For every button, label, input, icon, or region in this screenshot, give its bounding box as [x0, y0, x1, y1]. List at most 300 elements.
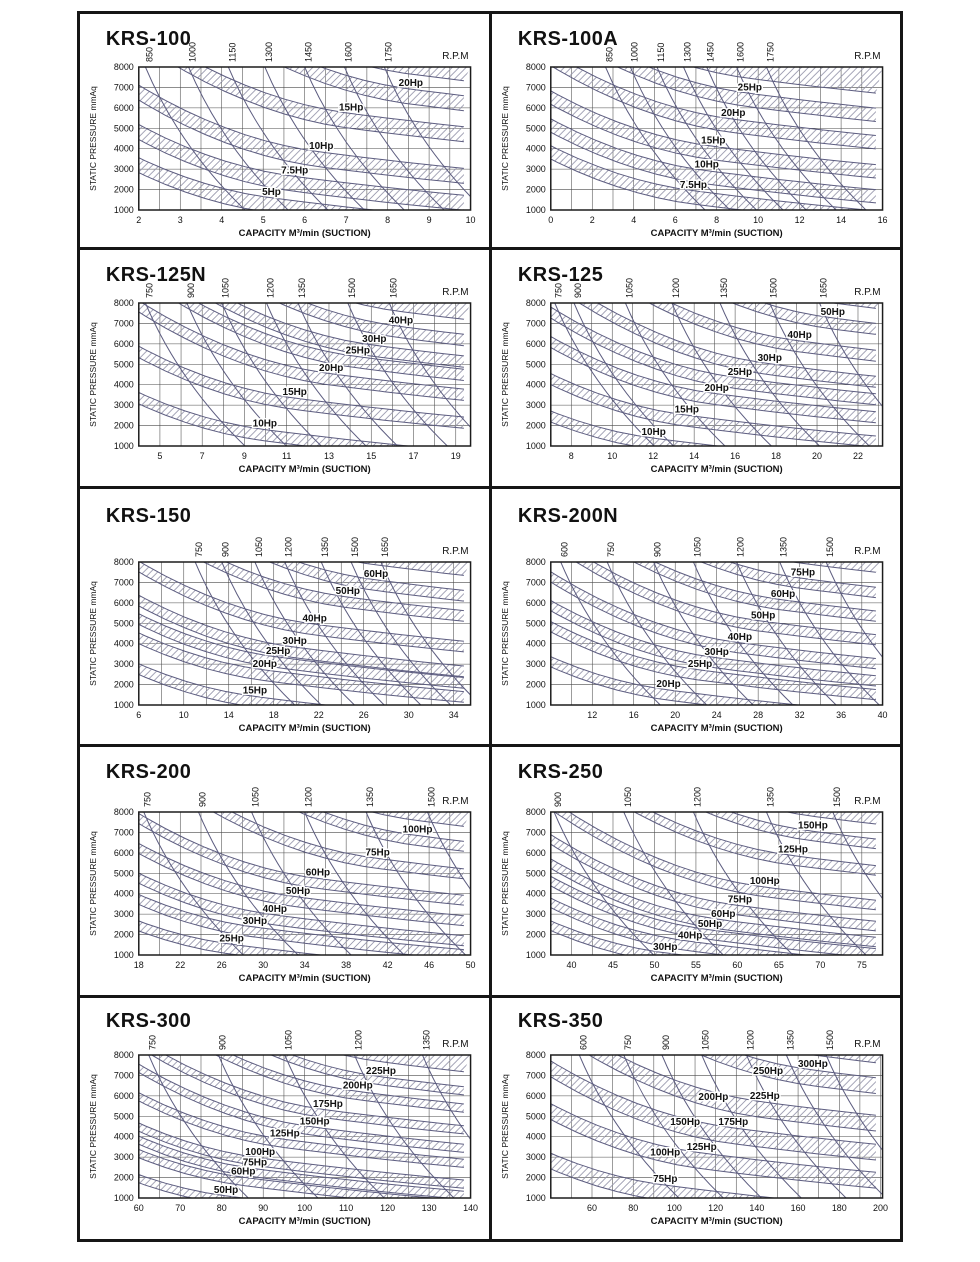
rpm-axis-title: R.P.M — [853, 286, 881, 299]
svg-text:1750: 1750 — [764, 42, 775, 62]
svg-text:140: 140 — [463, 1202, 479, 1214]
svg-text:1000: 1000 — [628, 42, 639, 62]
svg-text:4000: 4000 — [113, 888, 134, 899]
svg-text:22: 22 — [175, 959, 186, 971]
svg-text:30Hp: 30Hp — [242, 916, 268, 928]
svg-text:18: 18 — [133, 959, 144, 971]
y-tick-labels — [525, 557, 545, 710]
svg-text:1600: 1600 — [735, 42, 746, 62]
svg-text:900: 900 — [652, 542, 663, 557]
svg-text:1350: 1350 — [421, 1030, 432, 1050]
chart-title: KRS-200 — [105, 760, 192, 784]
rpm-axis-title: R.P.M — [442, 545, 469, 558]
svg-text:80: 80 — [627, 1202, 638, 1214]
chart-title: KRS-250 — [517, 760, 603, 784]
svg-text:8000: 8000 — [525, 556, 546, 568]
svg-text:3000: 3000 — [113, 1152, 134, 1163]
svg-text:1200: 1200 — [691, 787, 702, 807]
svg-text:15: 15 — [366, 450, 377, 462]
svg-text:1000: 1000 — [525, 949, 546, 961]
svg-text:8000: 8000 — [113, 1049, 134, 1061]
svg-text:900: 900 — [217, 1035, 228, 1050]
svg-text:3000: 3000 — [113, 400, 134, 411]
svg-text:19: 19 — [450, 450, 461, 462]
svg-text:38: 38 — [341, 959, 352, 971]
y-tick-labels — [114, 298, 134, 451]
chart-cell-KRS-250 — [492, 747, 901, 995]
svg-text:1050: 1050 — [250, 787, 261, 807]
svg-text:6: 6 — [302, 214, 308, 226]
chart-title: KRS-100 — [105, 27, 192, 51]
rpm-axis-title: R.P.M — [853, 795, 881, 808]
svg-text:4000: 4000 — [113, 379, 134, 390]
svg-text:2000: 2000 — [113, 420, 134, 431]
svg-text:40Hp: 40Hp — [388, 315, 414, 327]
svg-text:30Hp: 30Hp — [704, 646, 729, 658]
svg-text:5000: 5000 — [113, 618, 134, 629]
svg-text:25Hp: 25Hp — [727, 367, 752, 379]
svg-text:9: 9 — [426, 214, 432, 226]
svg-text:125Hp: 125Hp — [777, 844, 808, 856]
svg-text:120: 120 — [707, 1202, 723, 1214]
svg-text:140: 140 — [748, 1202, 764, 1214]
svg-text:100: 100 — [666, 1202, 682, 1214]
svg-text:40Hp: 40Hp — [262, 904, 287, 916]
svg-text:30: 30 — [258, 959, 269, 971]
rpm-axis-title: R.P.M — [442, 50, 469, 63]
svg-text:20Hp: 20Hp — [720, 108, 745, 120]
svg-text:100Hp: 100Hp — [402, 824, 433, 836]
svg-text:40Hp: 40Hp — [677, 930, 702, 942]
svg-text:7000: 7000 — [113, 1070, 134, 1081]
x-axis-title: CAPACITY M³/min (SUCTION) — [238, 463, 371, 476]
svg-text:8: 8 — [568, 450, 574, 462]
svg-text:50Hp: 50Hp — [335, 586, 360, 598]
svg-text:1300: 1300 — [263, 42, 274, 62]
y-tick-labels — [114, 557, 134, 710]
svg-text:850: 850 — [604, 47, 614, 62]
svg-text:60Hp: 60Hp — [710, 909, 735, 921]
svg-text:1200: 1200 — [745, 1030, 756, 1050]
svg-text:200Hp: 200Hp — [342, 1080, 373, 1092]
svg-text:900: 900 — [197, 792, 208, 807]
chart-svg-KRS-100A — [492, 14, 901, 247]
svg-text:175Hp: 175Hp — [717, 1116, 748, 1129]
svg-text:20: 20 — [811, 450, 822, 462]
svg-text:4: 4 — [219, 214, 225, 226]
chart-svg-KRS-125N — [80, 250, 489, 486]
x-axis-title: CAPACITY M³/min (SUCTION) — [238, 722, 371, 735]
svg-text:1650: 1650 — [388, 278, 399, 298]
chart-svg-KRS-200N — [492, 489, 901, 744]
svg-text:25Hp: 25Hp — [737, 82, 762, 94]
svg-text:8000: 8000 — [525, 61, 546, 73]
svg-text:200: 200 — [872, 1202, 888, 1214]
chart-svg-KRS-300 — [80, 998, 489, 1239]
svg-text:6000: 6000 — [113, 1090, 134, 1101]
y-axis-title: STATIC PRESSURE mmAq — [87, 322, 98, 427]
svg-text:5000: 5000 — [525, 359, 546, 370]
svg-text:4000: 4000 — [113, 143, 134, 154]
svg-text:8: 8 — [385, 214, 391, 226]
chart-cell-KRS-100A — [492, 14, 901, 247]
svg-text:1500: 1500 — [768, 278, 779, 298]
chart-svg-KRS-125 — [492, 250, 901, 486]
svg-text:60: 60 — [731, 959, 742, 971]
chart-svg-KRS-150 — [80, 489, 489, 744]
svg-text:1050: 1050 — [220, 278, 231, 298]
svg-text:1000: 1000 — [113, 440, 134, 452]
svg-text:5: 5 — [260, 214, 266, 226]
svg-text:4000: 4000 — [525, 379, 546, 390]
svg-text:7000: 7000 — [525, 318, 546, 329]
svg-text:8000: 8000 — [113, 556, 134, 568]
x-tick-labels — [566, 960, 866, 970]
svg-text:7000: 7000 — [113, 577, 134, 588]
svg-text:30: 30 — [403, 709, 414, 721]
x-tick-labels — [548, 215, 887, 225]
chart-grid — [77, 11, 903, 1242]
svg-text:1500: 1500 — [824, 1030, 835, 1050]
svg-text:1500: 1500 — [831, 787, 842, 807]
svg-text:1000: 1000 — [113, 949, 134, 961]
svg-text:40Hp: 40Hp — [786, 329, 812, 341]
svg-text:30Hp: 30Hp — [757, 352, 782, 364]
x-tick-labels — [134, 1203, 478, 1213]
svg-text:2000: 2000 — [113, 679, 134, 690]
y-axis-title: STATIC PRESSURE mmAq — [499, 86, 510, 191]
x-tick-labels — [136, 710, 458, 720]
svg-text:14: 14 — [688, 450, 699, 462]
svg-text:20Hp: 20Hp — [319, 362, 344, 374]
svg-text:4000: 4000 — [113, 638, 134, 649]
svg-text:7000: 7000 — [113, 827, 134, 838]
svg-text:25Hp: 25Hp — [265, 646, 291, 658]
svg-text:850: 850 — [144, 47, 155, 62]
y-axis-title: STATIC PRESSURE mmAq — [87, 1074, 98, 1179]
svg-text:600: 600 — [577, 1035, 588, 1050]
svg-text:7000: 7000 — [525, 1070, 546, 1081]
svg-text:40: 40 — [566, 959, 577, 971]
svg-text:2000: 2000 — [113, 184, 134, 195]
svg-text:15Hp: 15Hp — [674, 404, 699, 416]
svg-text:40Hp: 40Hp — [727, 631, 752, 643]
chart-svg-KRS-250 — [492, 747, 901, 995]
svg-text:22: 22 — [852, 450, 863, 462]
svg-text:1350: 1350 — [320, 537, 331, 557]
svg-text:4000: 4000 — [525, 638, 546, 649]
svg-text:3000: 3000 — [525, 659, 546, 670]
svg-text:3: 3 — [177, 214, 183, 226]
svg-text:900: 900 — [185, 283, 196, 298]
x-axis-title: CAPACITY M³/min (SUCTION) — [238, 227, 371, 240]
svg-text:6: 6 — [136, 709, 142, 721]
svg-text:50Hp: 50Hp — [697, 919, 722, 931]
chart-svg-KRS-100 — [80, 14, 489, 247]
svg-text:8000: 8000 — [113, 806, 134, 818]
svg-text:18: 18 — [268, 709, 279, 721]
svg-text:2000: 2000 — [525, 420, 546, 431]
chart-cell-KRS-200N — [492, 489, 901, 744]
chart-title: KRS-125 — [517, 263, 603, 287]
svg-text:32: 32 — [794, 709, 805, 721]
svg-text:750: 750 — [144, 283, 155, 298]
svg-text:4000: 4000 — [525, 1131, 546, 1142]
svg-text:24: 24 — [711, 709, 722, 721]
svg-text:55: 55 — [690, 959, 701, 971]
svg-text:3000: 3000 — [525, 164, 546, 175]
y-axis-title: STATIC PRESSURE mmAq — [499, 581, 510, 686]
svg-text:1000: 1000 — [113, 699, 134, 711]
rpm-axis-labels — [604, 42, 775, 62]
chart-title: KRS-300 — [105, 1009, 192, 1033]
y-tick-labels — [525, 62, 545, 215]
svg-text:6000: 6000 — [113, 597, 134, 608]
svg-text:8000: 8000 — [525, 806, 546, 818]
svg-text:2000: 2000 — [525, 929, 546, 940]
svg-text:1750: 1750 — [383, 42, 394, 62]
svg-text:15Hp: 15Hp — [242, 685, 268, 697]
svg-text:250Hp: 250Hp — [752, 1066, 783, 1078]
chart-title: KRS-125N — [105, 263, 207, 287]
svg-text:20Hp: 20Hp — [704, 382, 729, 394]
svg-text:750: 750 — [622, 1035, 633, 1050]
svg-text:750: 750 — [605, 542, 616, 557]
svg-text:1350: 1350 — [778, 537, 789, 557]
rpm-axis-title: R.P.M — [442, 795, 469, 808]
svg-text:1000: 1000 — [525, 204, 546, 216]
svg-text:20Hp: 20Hp — [398, 78, 424, 90]
svg-text:8000: 8000 — [525, 1049, 546, 1061]
chart-title: KRS-150 — [105, 504, 192, 528]
svg-text:900: 900 — [572, 283, 583, 298]
svg-text:60Hp: 60Hp — [363, 568, 389, 580]
svg-text:1000: 1000 — [113, 204, 134, 216]
svg-text:5000: 5000 — [113, 1111, 134, 1122]
y-axis-title: STATIC PRESSURE mmAq — [87, 831, 98, 936]
svg-text:1650: 1650 — [379, 537, 390, 557]
y-tick-labels — [114, 62, 134, 215]
svg-text:5000: 5000 — [525, 1111, 546, 1122]
svg-text:46: 46 — [424, 959, 435, 971]
svg-text:750: 750 — [194, 542, 205, 557]
svg-text:7000: 7000 — [113, 318, 134, 329]
svg-text:6000: 6000 — [525, 102, 546, 113]
svg-text:5000: 5000 — [525, 868, 546, 879]
svg-text:150Hp: 150Hp — [797, 820, 828, 832]
svg-text:50Hp: 50Hp — [820, 307, 845, 319]
svg-text:60: 60 — [586, 1202, 597, 1214]
svg-text:36: 36 — [835, 709, 846, 721]
svg-text:3000: 3000 — [525, 909, 546, 920]
svg-text:1350: 1350 — [297, 278, 308, 298]
svg-text:6000: 6000 — [113, 338, 134, 349]
y-tick-labels — [114, 807, 134, 960]
svg-text:34: 34 — [448, 709, 459, 721]
svg-text:900: 900 — [660, 1035, 671, 1050]
svg-text:10Hp: 10Hp — [640, 427, 666, 439]
svg-text:5000: 5000 — [113, 123, 134, 134]
svg-text:10: 10 — [178, 709, 189, 721]
chart-title: KRS-200N — [517, 504, 618, 528]
svg-text:75Hp: 75Hp — [727, 894, 752, 906]
svg-text:10: 10 — [606, 450, 617, 462]
svg-text:10: 10 — [465, 214, 476, 226]
x-tick-labels — [587, 1203, 888, 1213]
x-axis-title: CAPACITY M³/min (SUCTION) — [650, 227, 783, 240]
svg-text:750: 750 — [142, 792, 153, 807]
svg-text:900: 900 — [220, 542, 231, 557]
rpm-axis-title: R.P.M — [853, 50, 881, 63]
x-axis-title: CAPACITY M³/min (SUCTION) — [650, 463, 783, 476]
svg-text:1350: 1350 — [718, 278, 729, 298]
svg-text:14: 14 — [835, 214, 846, 226]
svg-text:40: 40 — [877, 709, 888, 721]
svg-text:20Hp: 20Hp — [655, 679, 681, 691]
svg-text:5000: 5000 — [525, 123, 546, 134]
svg-text:6: 6 — [672, 214, 678, 226]
svg-text:1450: 1450 — [303, 42, 314, 62]
svg-text:225Hp: 225Hp — [366, 1065, 396, 1077]
svg-text:7.5Hp: 7.5Hp — [281, 165, 309, 177]
svg-text:8: 8 — [713, 214, 719, 226]
svg-text:16: 16 — [729, 450, 740, 462]
chart-cell-KRS-125N — [80, 250, 489, 486]
svg-text:60Hp: 60Hp — [231, 1166, 256, 1178]
rpm-axis-title: R.P.M — [853, 545, 881, 558]
svg-text:8000: 8000 — [525, 297, 546, 309]
svg-text:60Hp: 60Hp — [770, 588, 795, 600]
svg-text:8000: 8000 — [113, 61, 134, 73]
rpm-axis-labels — [194, 537, 390, 557]
svg-text:22: 22 — [313, 709, 324, 721]
svg-text:2: 2 — [589, 214, 595, 226]
rpm-axis-labels — [143, 787, 437, 807]
svg-text:2000: 2000 — [113, 929, 134, 940]
svg-text:50: 50 — [648, 959, 659, 971]
svg-text:25Hp: 25Hp — [687, 659, 712, 671]
svg-text:15Hp: 15Hp — [282, 387, 307, 399]
svg-text:75Hp: 75Hp — [790, 567, 815, 579]
svg-text:6000: 6000 — [525, 847, 546, 858]
svg-text:26: 26 — [216, 959, 227, 971]
svg-text:5000: 5000 — [525, 618, 546, 629]
chart-title: KRS-100A — [517, 27, 618, 51]
svg-text:200Hp: 200Hp — [697, 1091, 728, 1103]
rpm-axis-labels — [553, 787, 842, 807]
svg-text:750: 750 — [553, 283, 564, 298]
svg-text:4: 4 — [630, 214, 636, 226]
svg-text:1200: 1200 — [735, 537, 746, 557]
svg-text:1050: 1050 — [623, 278, 634, 298]
svg-text:2000: 2000 — [525, 184, 546, 195]
y-tick-labels — [114, 1050, 134, 1203]
svg-text:50Hp: 50Hp — [213, 1184, 239, 1196]
svg-text:100Hp: 100Hp — [649, 1147, 680, 1159]
svg-text:2000: 2000 — [525, 1172, 546, 1183]
svg-text:3000: 3000 — [525, 400, 546, 411]
svg-text:12: 12 — [794, 214, 805, 226]
svg-text:100Hp: 100Hp — [749, 876, 780, 888]
svg-text:150Hp: 150Hp — [669, 1116, 700, 1129]
svg-text:5Hp: 5Hp — [262, 186, 281, 198]
rpm-axis-title: R.P.M — [442, 1038, 469, 1051]
x-tick-labels — [568, 451, 862, 461]
svg-text:30Hp: 30Hp — [362, 334, 387, 346]
svg-text:7000: 7000 — [525, 82, 546, 93]
svg-text:15Hp: 15Hp — [700, 135, 726, 147]
svg-text:25Hp: 25Hp — [219, 933, 244, 945]
chart-title: KRS-350 — [517, 1009, 603, 1033]
svg-text:16: 16 — [628, 709, 639, 721]
svg-text:100Hp: 100Hp — [245, 1147, 276, 1159]
svg-text:225Hp: 225Hp — [749, 1091, 780, 1103]
svg-text:150Hp: 150Hp — [299, 1116, 330, 1128]
svg-text:120: 120 — [380, 1202, 396, 1214]
svg-text:1200: 1200 — [283, 537, 294, 557]
svg-text:16: 16 — [877, 214, 888, 226]
svg-text:1000: 1000 — [187, 42, 198, 62]
svg-text:50: 50 — [465, 959, 476, 971]
svg-text:1500: 1500 — [350, 537, 361, 557]
x-axis-title: CAPACITY M³/min (SUCTION) — [238, 1215, 371, 1228]
svg-text:125Hp: 125Hp — [269, 1128, 300, 1140]
svg-text:3000: 3000 — [113, 659, 134, 670]
svg-text:1350: 1350 — [365, 787, 376, 807]
svg-text:1150: 1150 — [655, 42, 666, 62]
x-axis-title: CAPACITY M³/min (SUCTION) — [650, 722, 783, 735]
svg-text:1500: 1500 — [824, 537, 835, 557]
svg-text:10Hp: 10Hp — [309, 141, 334, 153]
svg-text:1200: 1200 — [670, 278, 681, 298]
x-tick-labels — [587, 710, 887, 720]
svg-text:750: 750 — [147, 1035, 158, 1050]
svg-text:8000: 8000 — [113, 297, 134, 309]
svg-text:125Hp: 125Hp — [686, 1142, 717, 1154]
svg-text:1000: 1000 — [525, 699, 546, 711]
svg-text:2: 2 — [136, 214, 142, 226]
chart-cell-KRS-125 — [492, 250, 901, 486]
svg-text:1500: 1500 — [426, 787, 437, 807]
svg-text:34: 34 — [299, 959, 310, 971]
svg-text:20Hp: 20Hp — [252, 659, 278, 671]
svg-text:13: 13 — [323, 450, 334, 462]
svg-text:25Hp: 25Hp — [345, 345, 370, 357]
x-tick-labels — [136, 215, 475, 225]
svg-text:75Hp: 75Hp — [652, 1174, 677, 1186]
svg-text:30Hp: 30Hp — [652, 941, 677, 953]
svg-text:60Hp: 60Hp — [305, 867, 331, 879]
svg-text:0: 0 — [547, 214, 553, 226]
y-axis-title: STATIC PRESSURE mmAq — [499, 1074, 510, 1179]
svg-text:70: 70 — [175, 1202, 186, 1214]
svg-text:110: 110 — [339, 1202, 354, 1214]
svg-text:3000: 3000 — [113, 164, 134, 175]
svg-text:65: 65 — [773, 959, 784, 971]
svg-text:75: 75 — [856, 959, 867, 971]
svg-text:12: 12 — [647, 450, 658, 462]
svg-text:1600: 1600 — [343, 42, 354, 62]
svg-text:1450: 1450 — [705, 42, 716, 62]
x-axis-title: CAPACITY M³/min (SUCTION) — [650, 972, 783, 985]
svg-text:40Hp: 40Hp — [302, 613, 327, 625]
svg-text:1000: 1000 — [525, 440, 546, 452]
svg-text:1200: 1200 — [353, 1030, 364, 1050]
svg-text:300Hp: 300Hp — [797, 1059, 828, 1071]
svg-text:1650: 1650 — [818, 278, 828, 298]
svg-text:11: 11 — [282, 450, 292, 462]
svg-text:7000: 7000 — [525, 577, 546, 588]
